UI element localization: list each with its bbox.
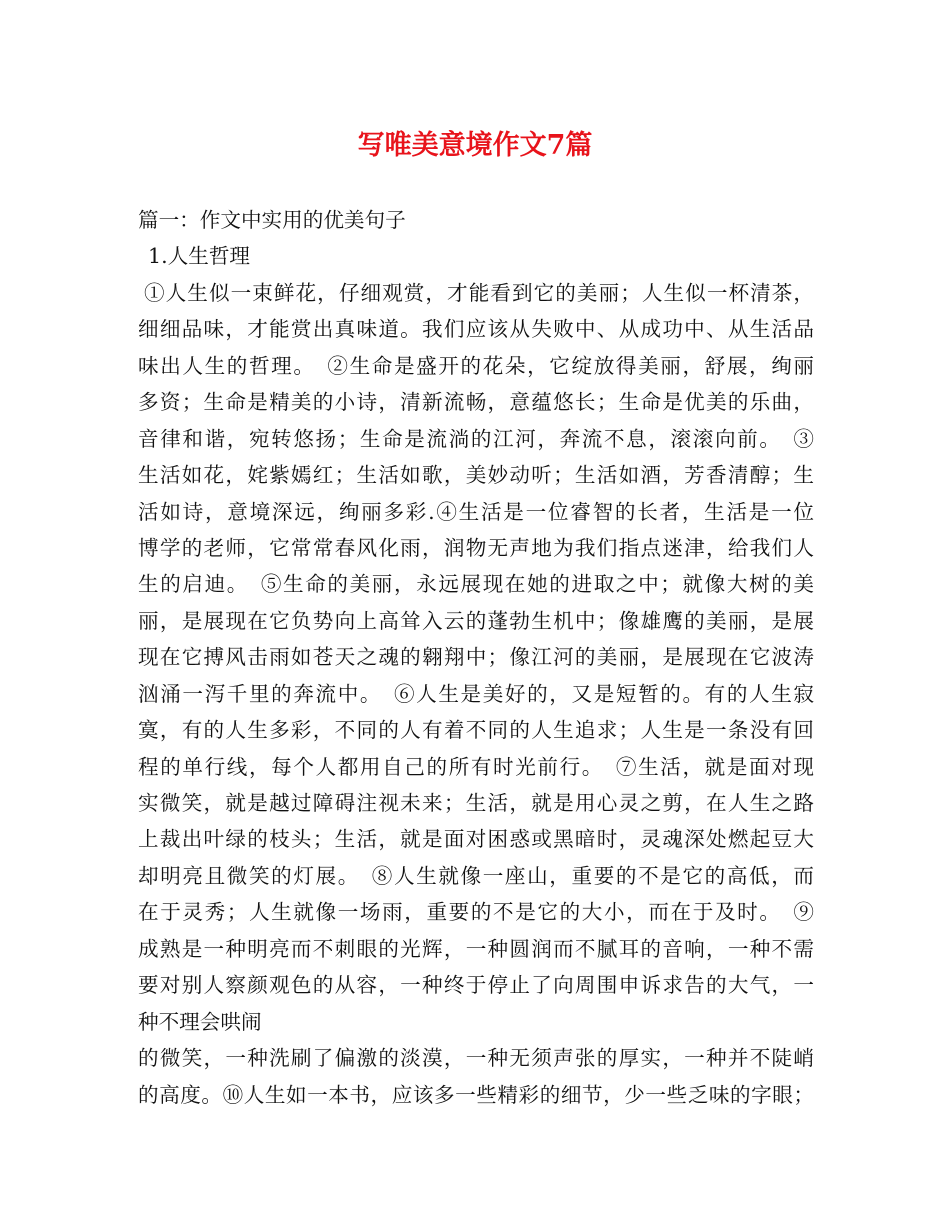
subsection-heading: 1.人生哲理 [148, 244, 251, 269]
text-line: 上裁出叶绿的枝头；生活，就是面对困惑或黑暗时，灵魂深处燃起豆大 [138, 827, 814, 852]
text-line: 博学的老师，它常常春风化雨，润物无声地为我们指点迷津，给我们人 [138, 535, 814, 560]
text-line: 种不理会哄闹 [138, 1009, 262, 1034]
text-line: 细细品味，才能赏出真味道。我们应该从失败中、从成功中、从生活品 [138, 317, 814, 342]
text-line: 要对别人察颜观色的从容，一种终于停止了向周围申诉求告的大气，一 [138, 973, 814, 998]
text-line: 程的单行线，每个人都用自己的所有时光前行。 ⑦生活，就是面对现 [138, 754, 814, 779]
text-line: 汹涌一泻千里的奔流中。 ⑥人生是美好的，又是短暂的。有的人生寂 [138, 681, 814, 706]
text-line: 多资；生命是精美的小诗，清新流畅，意蕴悠长；生命是优美的乐曲， [138, 390, 814, 415]
text-line: 丽，是展现在它负势向上高耸入云的蓬勃生机中；像雄鹰的美丽，是展 [138, 608, 814, 633]
text-line: 生活如花，姹紫嫣红；生活如歌，美妙动听；生活如酒，芳香清醇；生 [138, 463, 814, 488]
text-line: 味出人生的哲理。 ②生命是盛开的花朵，它绽放得美丽，舒展，绚丽 [138, 353, 814, 378]
text-line: 却明亮且微笑的灯展。 ⑧人生就像一座山，重要的不是它的高低，而 [138, 863, 814, 888]
text-line: 的微笑，一种洗刷了偏激的淡漠，一种无须声张的厚实，一种并不陡峭 [138, 1046, 814, 1071]
text-line: 实微笑，就是越过障碍注视未来；生活，就是用心灵之剪，在人生之路 [138, 791, 814, 815]
text-line: 音律和谐，宛转悠扬；生命是流淌的江河，奔流不息，滚滚向前。 ③ [138, 426, 814, 451]
text-line: ①人生似一束鲜花，仔细观赏，才能看到它的美丽；人生似一杯清茶， [144, 280, 814, 305]
text-line: 活如诗，意境深远，绚丽多彩.④生活是一位睿智的长者，生活是一位 [138, 499, 814, 524]
text-line: 成熟是一种明亮而不刺眼的光辉，一种圆润而不腻耳的音响，一种不需 [138, 936, 814, 961]
text-line: 的高度。⑩人生如一本书，应该多一些精彩的细节，少一些乏味的字眼； [138, 1082, 814, 1107]
text-line: 寞，有的人生多彩，不同的人有着不同的人生追求；人生是一条没有回 [138, 718, 814, 743]
document-body [138, 202, 814, 1113]
text-line: 生的启迪。 ⑤生命的美丽，永远展现在她的进取之中；就像大树的美 [138, 572, 814, 597]
text-line: 现在它搏风击雨如苍天之魂的翱翔中；像江河的美丽，是展现在它波涛 [138, 645, 814, 670]
section-heading: 篇一：作文中实用的优美句子 [138, 208, 406, 232]
document-title: 写唯美意境作文7篇 [357, 130, 593, 161]
text-line: 在于灵秀；人生就像一场雨，重要的不是它的大小，而在于及时。 ⑨ [138, 900, 814, 925]
